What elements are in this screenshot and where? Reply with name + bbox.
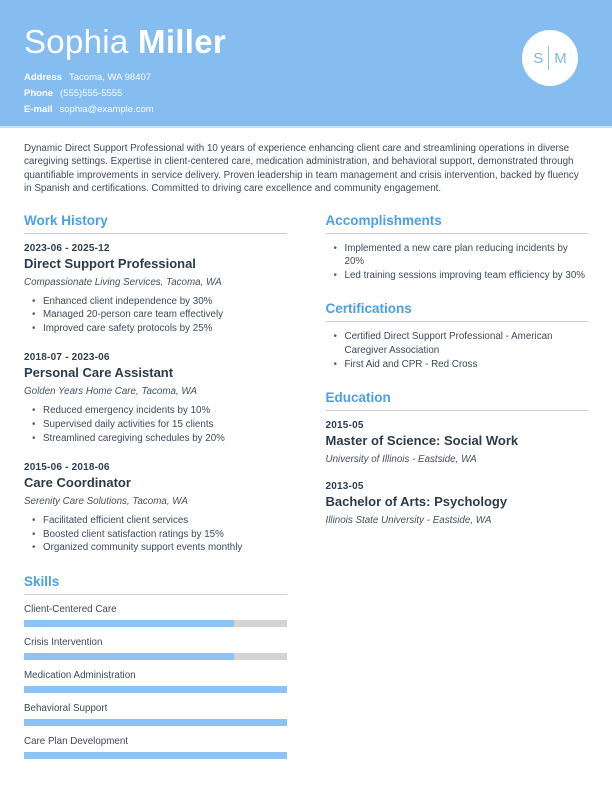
bullet-item: • Led training sessions improving team efficiency by 30%: [326, 269, 589, 283]
left-column: [24, 213, 287, 778]
phone-value: (555)555-5555: [60, 88, 123, 99]
job-bullet-list: [24, 404, 287, 445]
accomplishments-heading: Accomplishments: [326, 213, 589, 234]
education-entry: [326, 419, 589, 466]
bullet-item: • Implemented a new care plan reducing incidents by 20%: [326, 242, 589, 269]
certifications-section: [326, 301, 589, 371]
address-label: Address: [24, 72, 63, 83]
accomplishments-bullet-list: [326, 242, 589, 283]
accomplishments-section: [326, 213, 589, 283]
job-title: Direct Support Professional: [24, 255, 196, 271]
bullet-item: • Streamlined caregiving schedules by 20%: [24, 432, 287, 446]
skill-item: [24, 636, 287, 660]
resume-header: [0, 0, 612, 128]
email-value: sophia@example.com: [59, 104, 154, 115]
job-dates: 2018-07 - 2023-06: [24, 352, 110, 364]
content-columns: [0, 213, 612, 778]
phone-label: Phone: [24, 88, 54, 99]
bullet-item: • Facilitated efficient client services: [24, 514, 287, 528]
skill-bar-fill: [24, 719, 287, 726]
first-name: Sophia: [24, 23, 129, 60]
last-name: Miller: [138, 23, 227, 60]
contact-email-row: [24, 102, 588, 118]
bullet-item: • Managed 20-person care team effectively: [24, 308, 287, 322]
job-title: Care Coordinator: [24, 475, 131, 491]
skill-bar-track: [24, 620, 287, 627]
job-company: Serenity Care Solutions, Tacoma, WA: [24, 496, 188, 508]
job-bullet-list: [24, 295, 287, 336]
education-school: Illinois State University - Eastside, WA: [325, 515, 492, 527]
job-title: Personal Care Assistant: [24, 365, 174, 381]
skill-item: [24, 702, 287, 726]
job-company: Golden Years Home Care, Tacoma, WA: [24, 386, 197, 398]
job-dates: 2023-06 - 2025-12: [24, 242, 110, 254]
bullet-item: • Certified Direct Support Professional - American Caregiver Association: [326, 330, 589, 357]
skills-section: [24, 574, 287, 759]
education-section: [326, 390, 589, 527]
address-value: Tacoma, WA 98407: [69, 72, 152, 83]
bullet-item: • First Aid and CPR - Red Cross: [326, 358, 589, 372]
skill-name: Behavioral Support: [24, 702, 108, 714]
bullet-item: • Supervised daily activities for 15 clients: [24, 418, 287, 432]
job-entry: [24, 461, 287, 555]
monogram-divider: [548, 46, 549, 70]
skill-bar-fill: [24, 686, 287, 693]
contact-block: [24, 70, 588, 118]
skill-name: Client-Centered Care: [24, 603, 117, 615]
bullet-item: • Improved care safety protocols by 25%: [24, 322, 287, 336]
bullet-item: • Reduced emergency incidents by 10%: [24, 404, 287, 418]
skill-bar-track: [24, 719, 287, 726]
certifications-heading: Certifications: [326, 301, 589, 322]
skill-bar-track: [24, 686, 287, 693]
work-history-heading: Work History: [24, 213, 287, 234]
job-entry: [24, 242, 287, 336]
skill-bar-fill: [24, 752, 287, 759]
education-date: 2015-05: [325, 420, 364, 432]
job-bullet-list: [24, 514, 287, 555]
education-entry: [326, 480, 589, 527]
job-entry: [24, 351, 287, 445]
monogram-badge: [522, 30, 578, 86]
job-dates: 2015-06 - 2018-06: [24, 462, 110, 474]
bullet-item: • Organized community support events monthly: [24, 541, 287, 555]
contact-phone-row: [24, 86, 588, 102]
skill-bar-fill: [24, 653, 234, 660]
skill-item: [24, 735, 287, 759]
skill-bar-track: [24, 653, 287, 660]
education-degree: Bachelor of Arts: Psychology: [325, 494, 508, 510]
contact-address-row: [24, 70, 588, 86]
email-label: E-mail: [24, 104, 53, 115]
certifications-bullet-list: [326, 330, 589, 371]
education-degree: Master of Science: Social Work: [325, 433, 519, 449]
education-heading: Education: [326, 390, 589, 411]
skill-name: Crisis Intervention: [24, 636, 103, 648]
skill-item: [24, 603, 287, 627]
skill-bar-track: [24, 752, 287, 759]
monogram-first-initial: S: [533, 49, 544, 67]
skill-name: Care Plan Development: [24, 735, 129, 747]
bullet-item: • Boosted client satisfaction ratings by 15%: [24, 528, 287, 542]
skill-name: Medication Administration: [24, 669, 136, 681]
skill-item: [24, 669, 287, 693]
education-school: University of Illinois - Eastside, WA: [325, 454, 477, 466]
job-company: Compassionate Living Services, Tacoma, WA: [24, 276, 222, 288]
professional-summary: Dynamic Direct Support Professional with 10 years of experience enhancing client care and streamlining operations in diverse caregiving settings. Expertise in client-centered care, medication administration, and behavioral support, demonstrated through quantifiable improvements in service delivery. Proven leadership in team management and crisis intervention, backed by fluency in Spanish and certifications. Committed to driving care excellence and community engagement.: [24, 143, 579, 195]
right-column: [326, 213, 589, 778]
skills-heading: Skills: [24, 574, 287, 595]
monogram-last-initial: M: [554, 49, 567, 67]
skill-bar-fill: [24, 620, 234, 627]
candidate-name: [24, 24, 588, 60]
education-date: 2013-05: [325, 481, 364, 493]
bullet-item: • Enhanced client independence by 30%: [24, 295, 287, 309]
work-history-section: [24, 213, 287, 555]
